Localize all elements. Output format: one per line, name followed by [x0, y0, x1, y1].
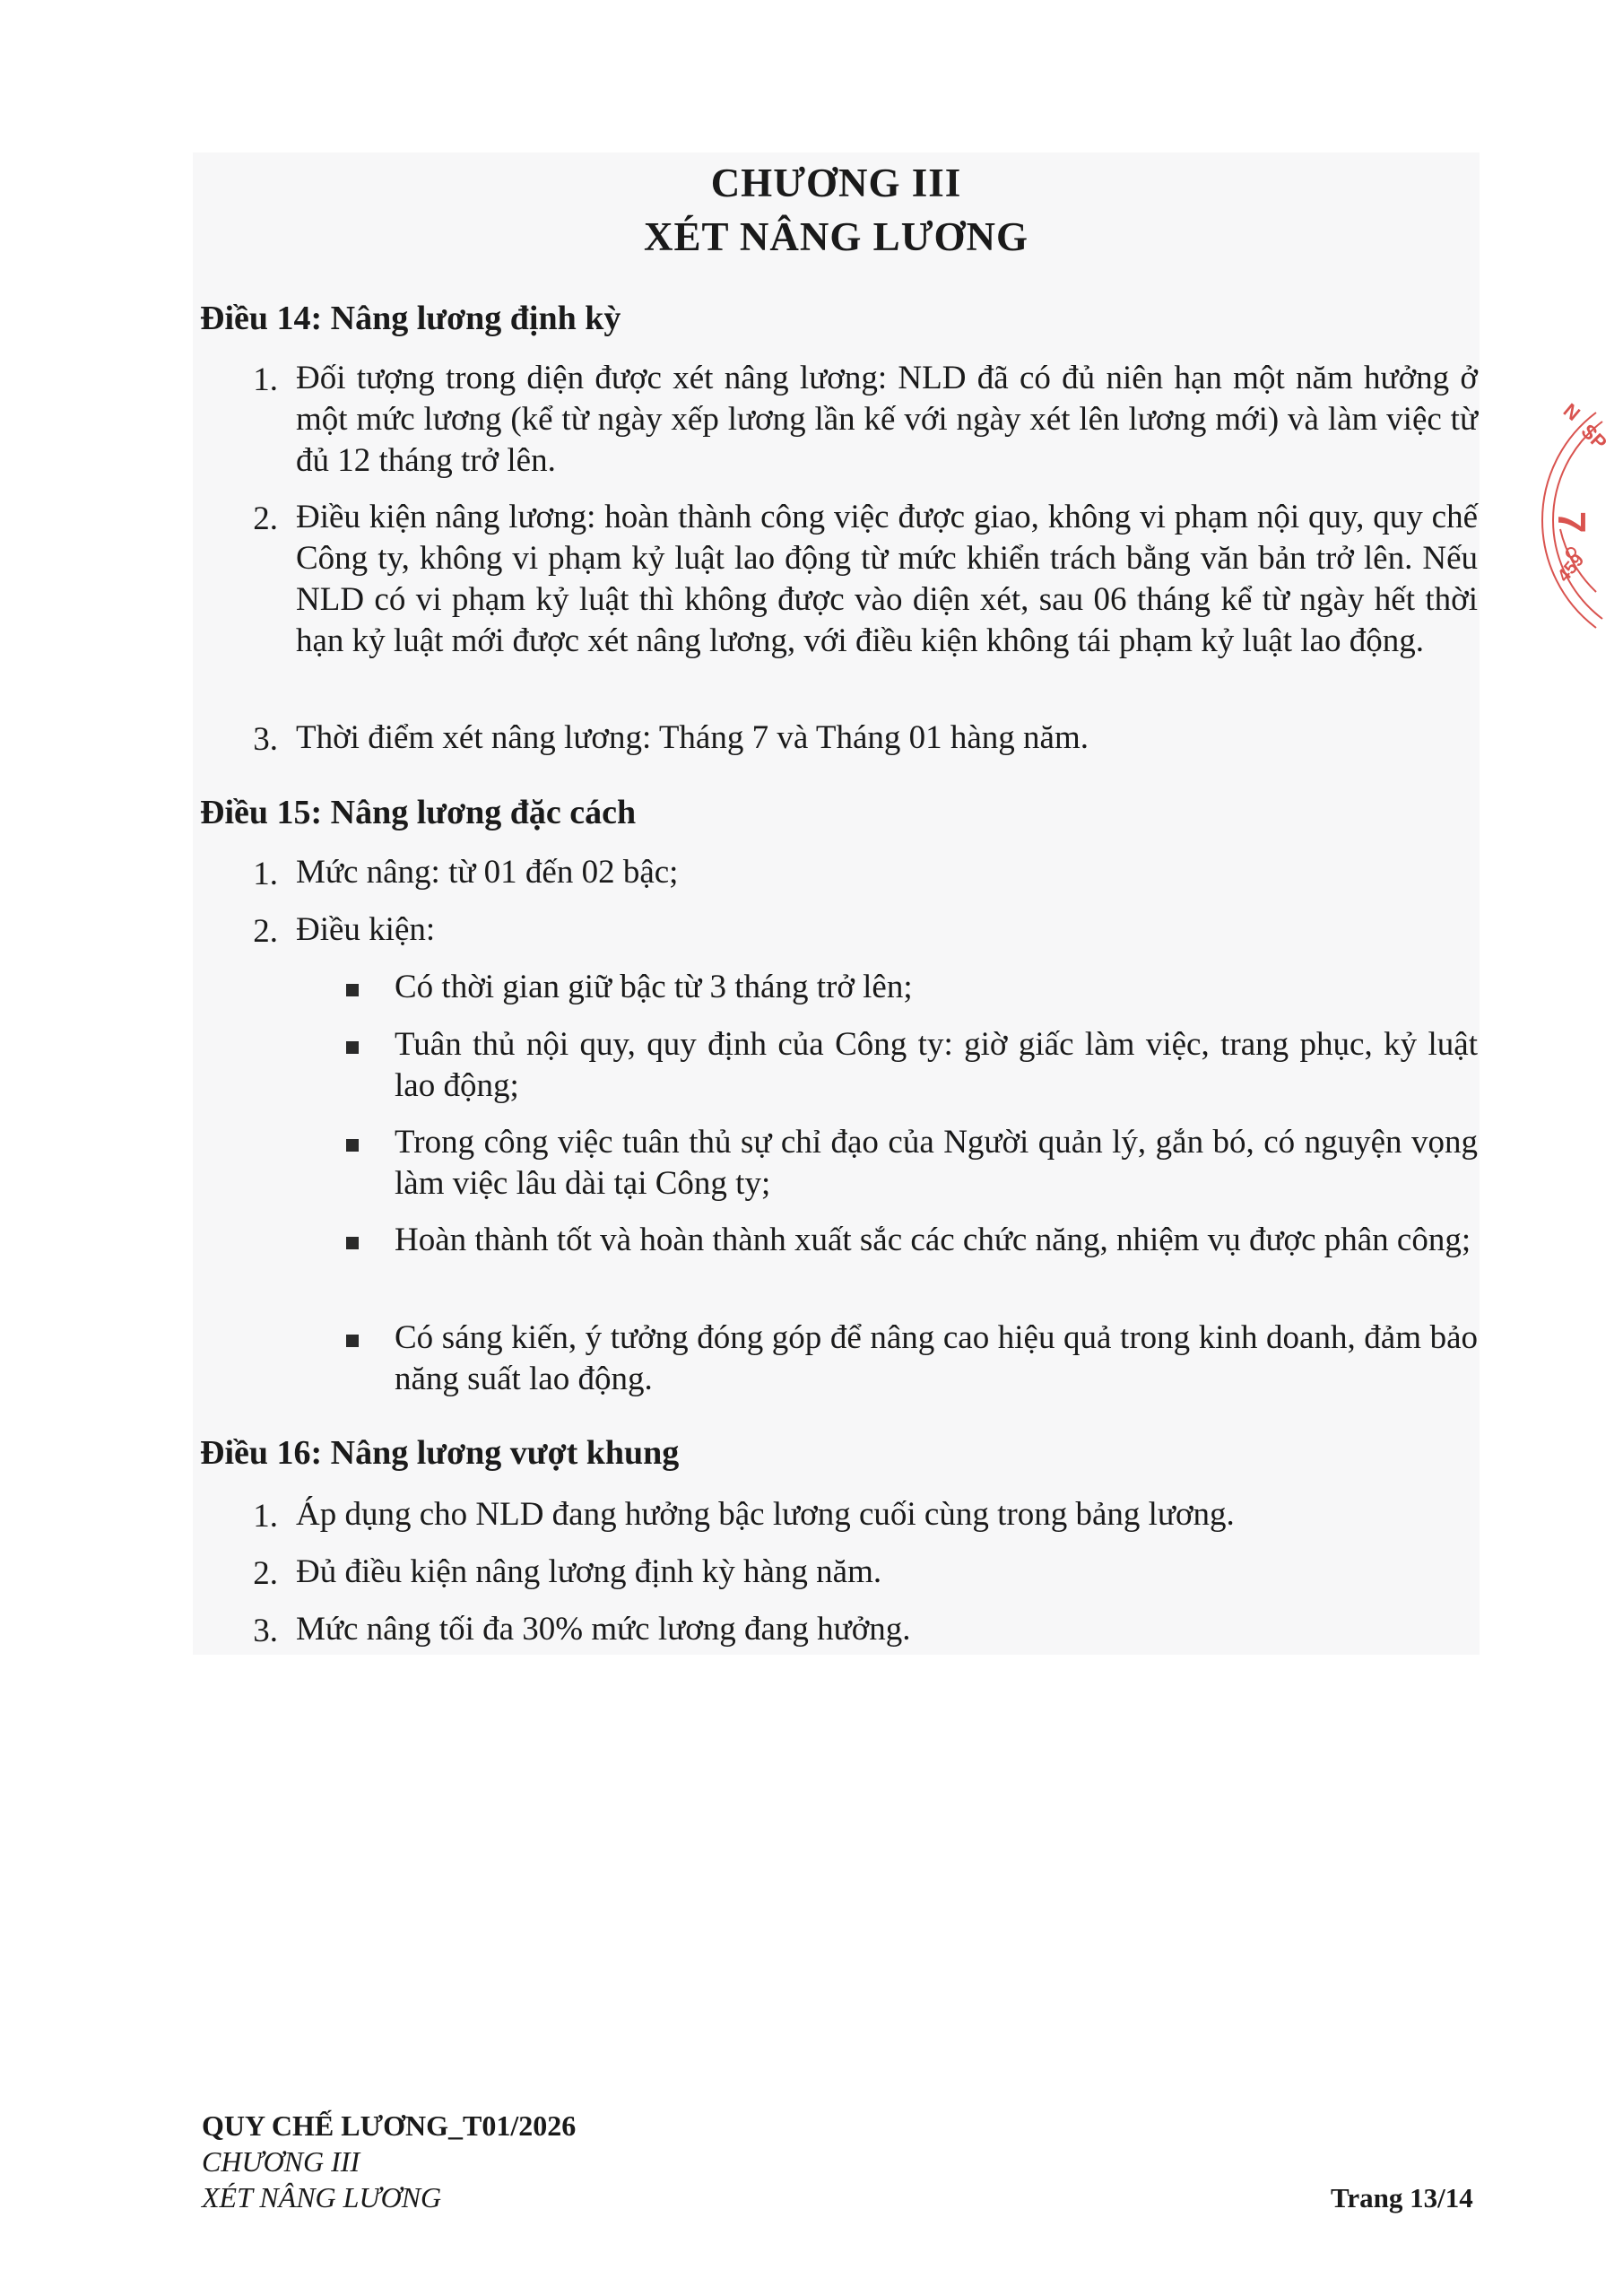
article-heading: Điều 14: Nâng lương định kỳ — [200, 300, 621, 337]
article-heading: Điều 16: Nâng lương vượt khung — [200, 1434, 680, 1472]
item-text: Điều kiện nâng lương: hoàn thành công việc được giao, không vi phạm nội quy, quy chế Công ty, không vi phạm kỷ luật lao động từ mức khiển trách bằng văn bản trở lên. Nếu NLD có vi phạm kỷ luật thì không được vào diện xét, sau 06 tháng kể từ ngày hết thời hạn kỷ luật mới được xét nâng lương, với điều kiện không tái phạm kỷ luật lao động. — [296, 499, 1478, 659]
item-text: Áp dụng cho NLD đang hưởng bậc lương cuối cùng trong bảng lương. — [296, 1496, 1235, 1533]
bullet-marker — [346, 984, 359, 996]
bullet-marker — [346, 1041, 359, 1054]
company-stamp — [1524, 377, 1623, 664]
item-number: 2. — [253, 913, 278, 950]
item-text: Mức nâng: từ 01 đến 02 bậc; — [296, 854, 679, 891]
bullet-text: Tuân thủ nội quy, quy định của Công ty: giờ giấc làm việc, trang phục, kỷ luật lao động; — [395, 1026, 1478, 1104]
item-number: 1. — [253, 361, 278, 398]
bullet-text: Có sáng kiến, ý tưởng đóng góp để nâng cao hiệu quả trong kinh doanh, đảm bảo năng suất lao động. — [395, 1319, 1478, 1397]
svg-text:N: N — [1558, 398, 1585, 426]
bullet-text: Trong công việc tuân thủ sự chỉ đạo của Người quản lý, gắn bó, có nguyện vọng làm việc lâu dài tại Công ty; — [395, 1124, 1478, 1202]
item-number: 1. — [253, 856, 278, 892]
item-text: Điều kiện: — [296, 911, 436, 948]
bullet-text: Có thời gian giữ bậc từ 3 tháng trở lên; — [395, 969, 913, 1005]
article-heading: Điều 15: Nâng lương đặc cách — [200, 794, 637, 831]
footer-chapter-title: XÉT NÂNG LƯƠNG — [202, 2181, 442, 2213]
item-text: Đủ điều kiện nâng lương định kỳ hàng năm. — [296, 1553, 882, 1590]
item-number: 2. — [253, 1555, 278, 1592]
item-number: 1. — [253, 1498, 278, 1535]
item-number: 3. — [253, 721, 278, 758]
svg-text:7: 7 — [1549, 511, 1593, 534]
footer-chapter: CHƯƠNG III — [202, 2145, 360, 2178]
item-text: Thời điểm xét nâng lương: Tháng 7 và Tháng 01 hàng năm. — [296, 719, 1089, 756]
item-text: Mức nâng tối đa 30% mức lương đang hưởng. — [296, 1611, 911, 1648]
svg-text:459: 459 — [1553, 550, 1589, 587]
svg-text:SP: SP — [1576, 419, 1611, 455]
item-text: Đối tượng trong diện được xét nâng lương: NLD đã có đủ niên hạn một năm hưởng ở một mức lương (kể từ ngày xếp lương lần kế với ngày xét lên lương mới) và làm việc từ đủ 12 tháng trở lên. — [296, 360, 1478, 479]
item-number: 2. — [253, 500, 278, 537]
chapter-subtitle: XÉT NÂNG LƯƠNG — [643, 214, 1029, 259]
bullet-text: Hoàn thành tốt và hoàn thành xuất sắc các chức năng, nhiệm vụ được phân công; — [395, 1222, 1471, 1258]
footer-doc-code: QUY CHẾ LƯƠNG_T01/2026 — [202, 2109, 577, 2142]
bullet-marker — [346, 1335, 359, 1347]
bullet-marker — [346, 1139, 359, 1152]
page-number: Trang 13/14 — [1331, 2182, 1473, 2213]
chapter-title: CHƯƠNG III — [710, 161, 962, 205]
bullet-marker — [346, 1237, 359, 1249]
item-number: 3. — [253, 1613, 278, 1649]
